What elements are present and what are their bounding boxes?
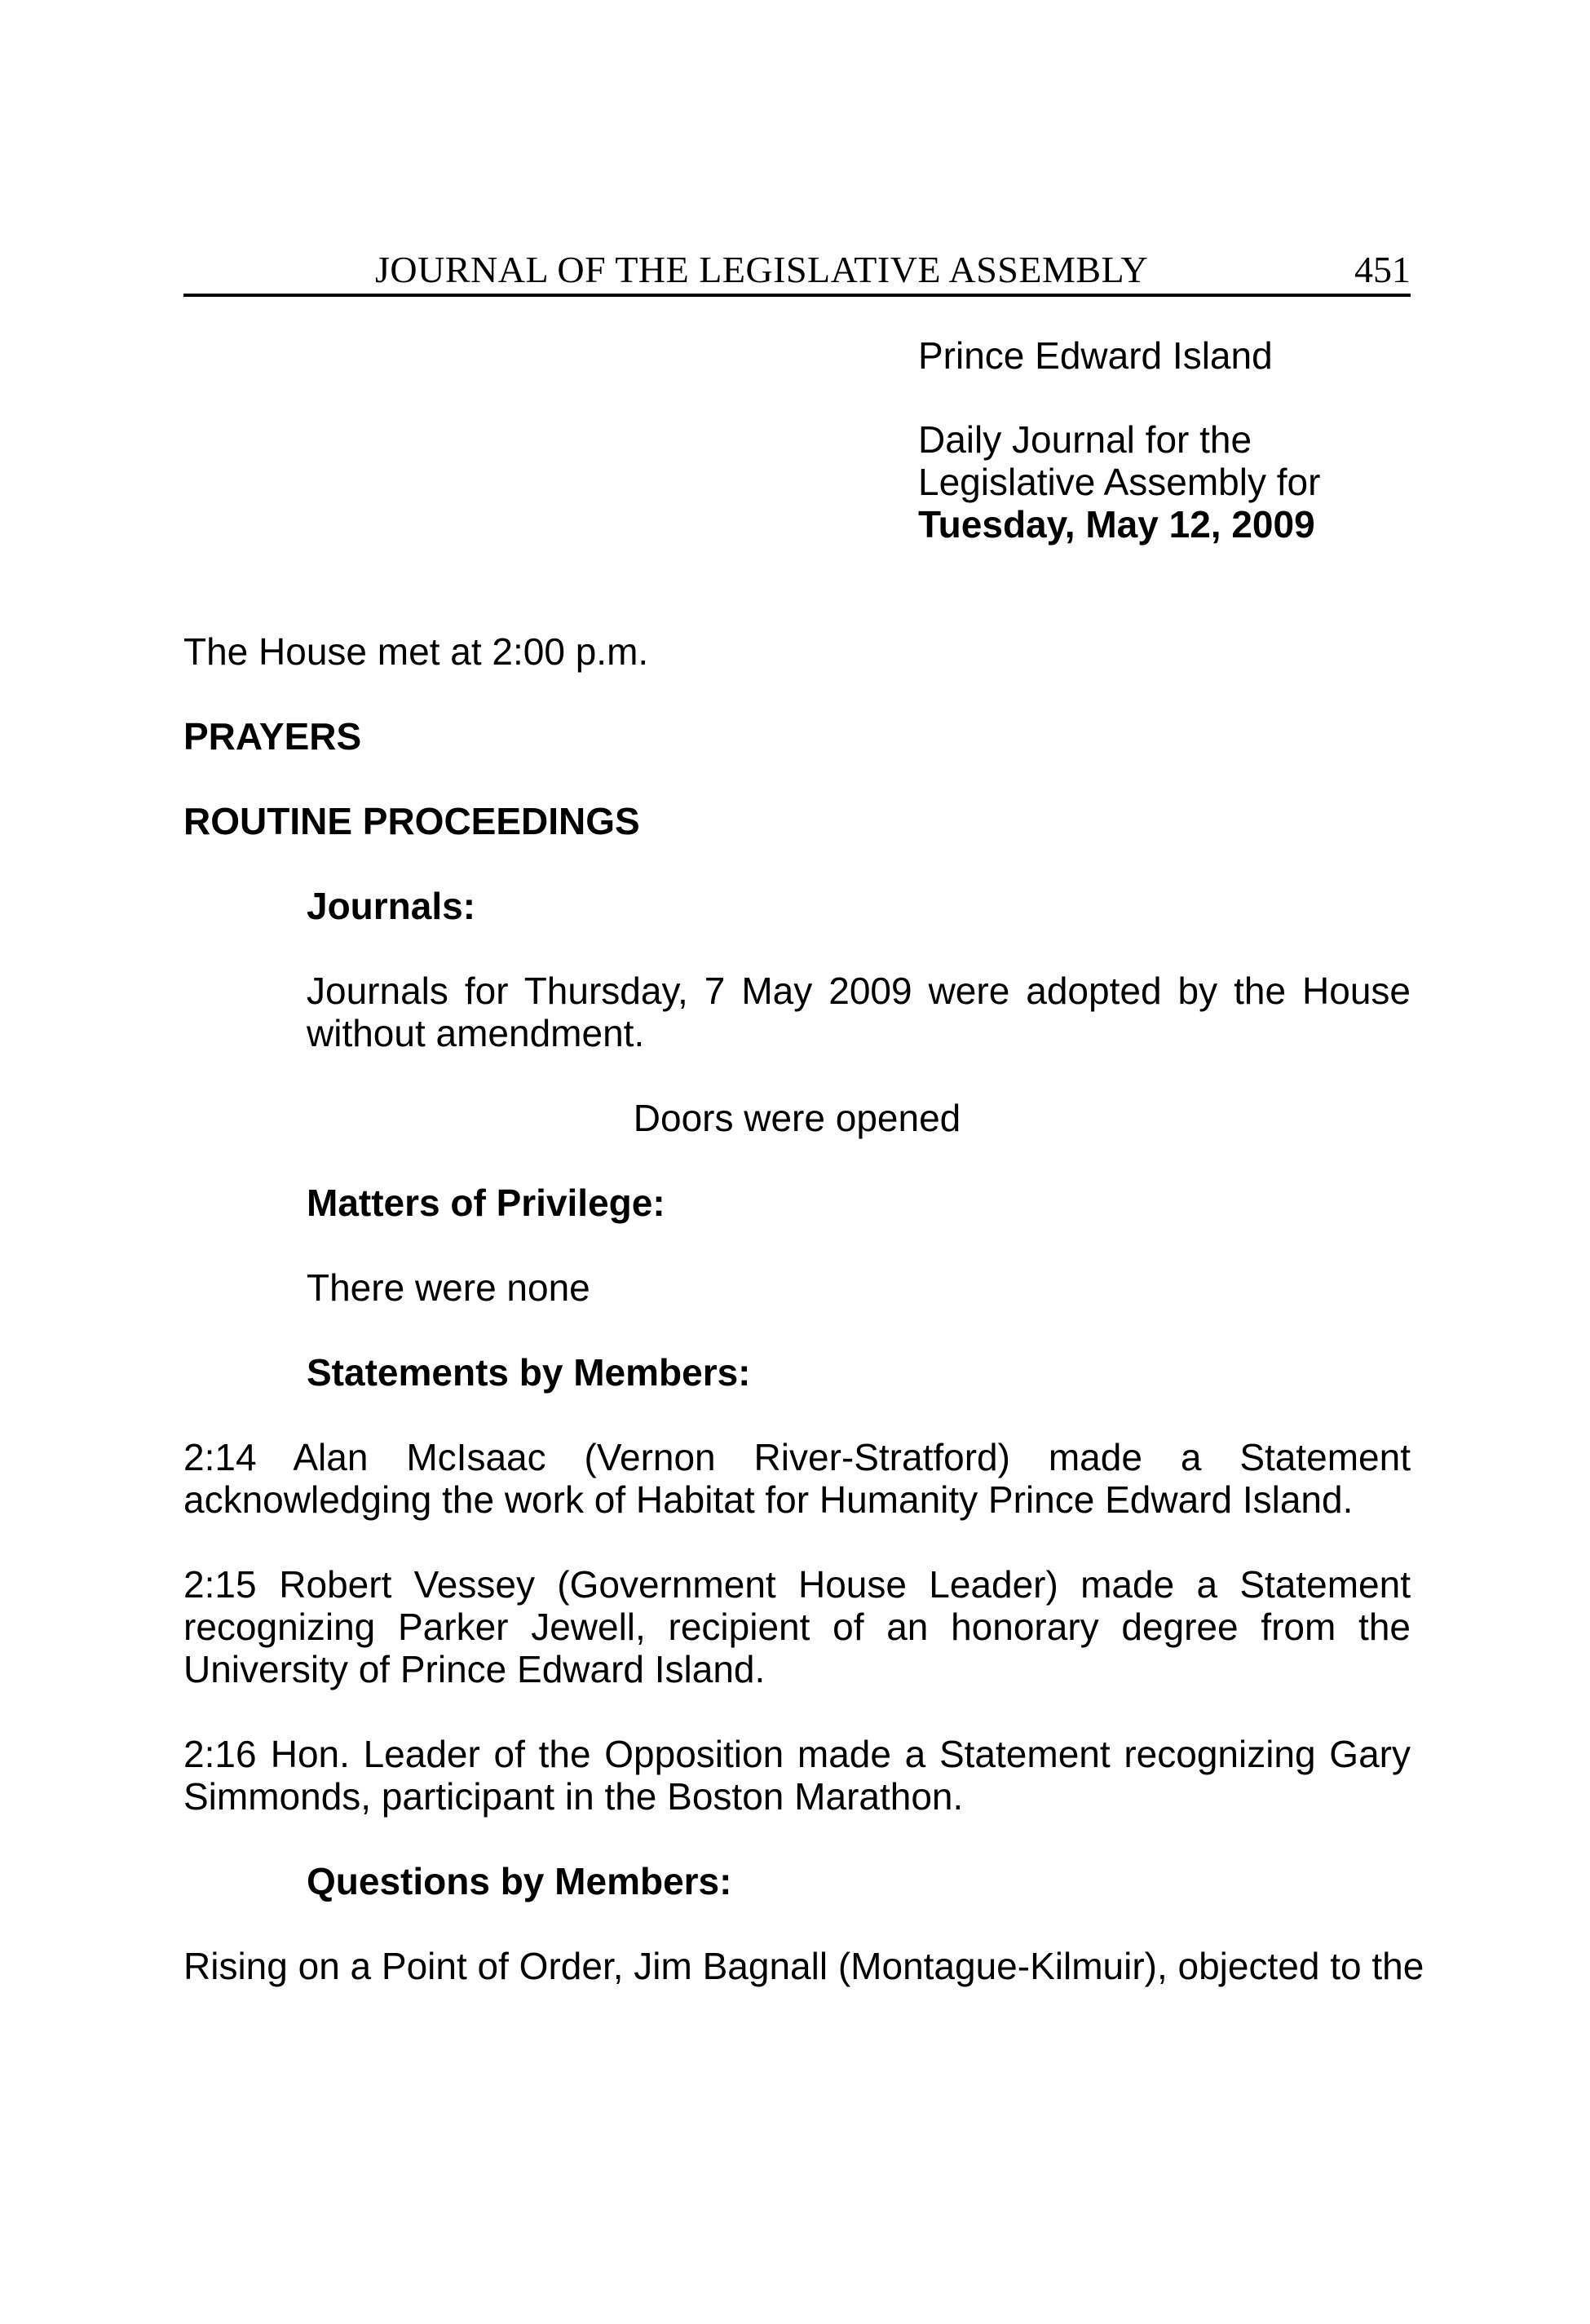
- statement-entry: [183, 1733, 1411, 1818]
- running-title: JOURNAL OF THE LEGISLATIVE ASSEMBLY: [375, 249, 1149, 290]
- statements-heading: Statements by Members:: [307, 1351, 751, 1394]
- statement-text: Robert Vessey (Government House Leader) made a Statement recognizing Parker Jewell, recipient of an honorary degree from the University of Prince Edward Island.: [183, 1563, 1411, 1690]
- province-name: Prince Edward Island: [918, 334, 1273, 377]
- house-met-line: The House met at 2:00 p.m.: [183, 630, 649, 673]
- privilege-text: There were none: [307, 1266, 590, 1309]
- doors-opened-line: Doors were opened: [633, 1097, 961, 1139]
- prayers-heading: PRAYERS: [183, 715, 362, 758]
- statement-time: 2:16: [183, 1733, 257, 1775]
- questions-heading: Questions by Members:: [307, 1860, 732, 1902]
- journals-heading: Journals:: [307, 885, 476, 927]
- journals-paragraph: Journals for Thursday, 7 May 2009 were adopted by the House without amendment.: [307, 970, 1411, 1054]
- statement-text: Alan McIsaac (Vernon River-Stratford) made a Statement acknowledging the work of Habitat for Humanity Prince Edward Island.: [183, 1436, 1411, 1521]
- statement-entry: [183, 1436, 1411, 1521]
- page-number: 451: [1354, 249, 1411, 290]
- point-of-order-paragraph: Rising on a Point of Order, Jim Bagnall (Montague-Kilmuir), objected to the: [183, 1945, 1424, 1987]
- privilege-heading: Matters of Privilege:: [307, 1182, 665, 1224]
- journal-title-line-1: Daily Journal for the: [918, 418, 1252, 461]
- statement-time: 2:15: [183, 1563, 257, 1606]
- statement-entry: [183, 1563, 1411, 1690]
- running-header: [183, 245, 1411, 297]
- sitting-date: Tuesday, May 12, 2009: [918, 503, 1315, 546]
- journal-title-line-2: Legislative Assembly for: [918, 461, 1321, 503]
- statement-text: Hon. Leader of the Opposition made a Statement recognizing Gary Simmonds, participant in the Boston Marathon.: [183, 1733, 1411, 1818]
- routine-proceedings-heading: ROUTINE PROCEEDINGS: [183, 800, 640, 842]
- statement-time: 2:14: [183, 1436, 257, 1478]
